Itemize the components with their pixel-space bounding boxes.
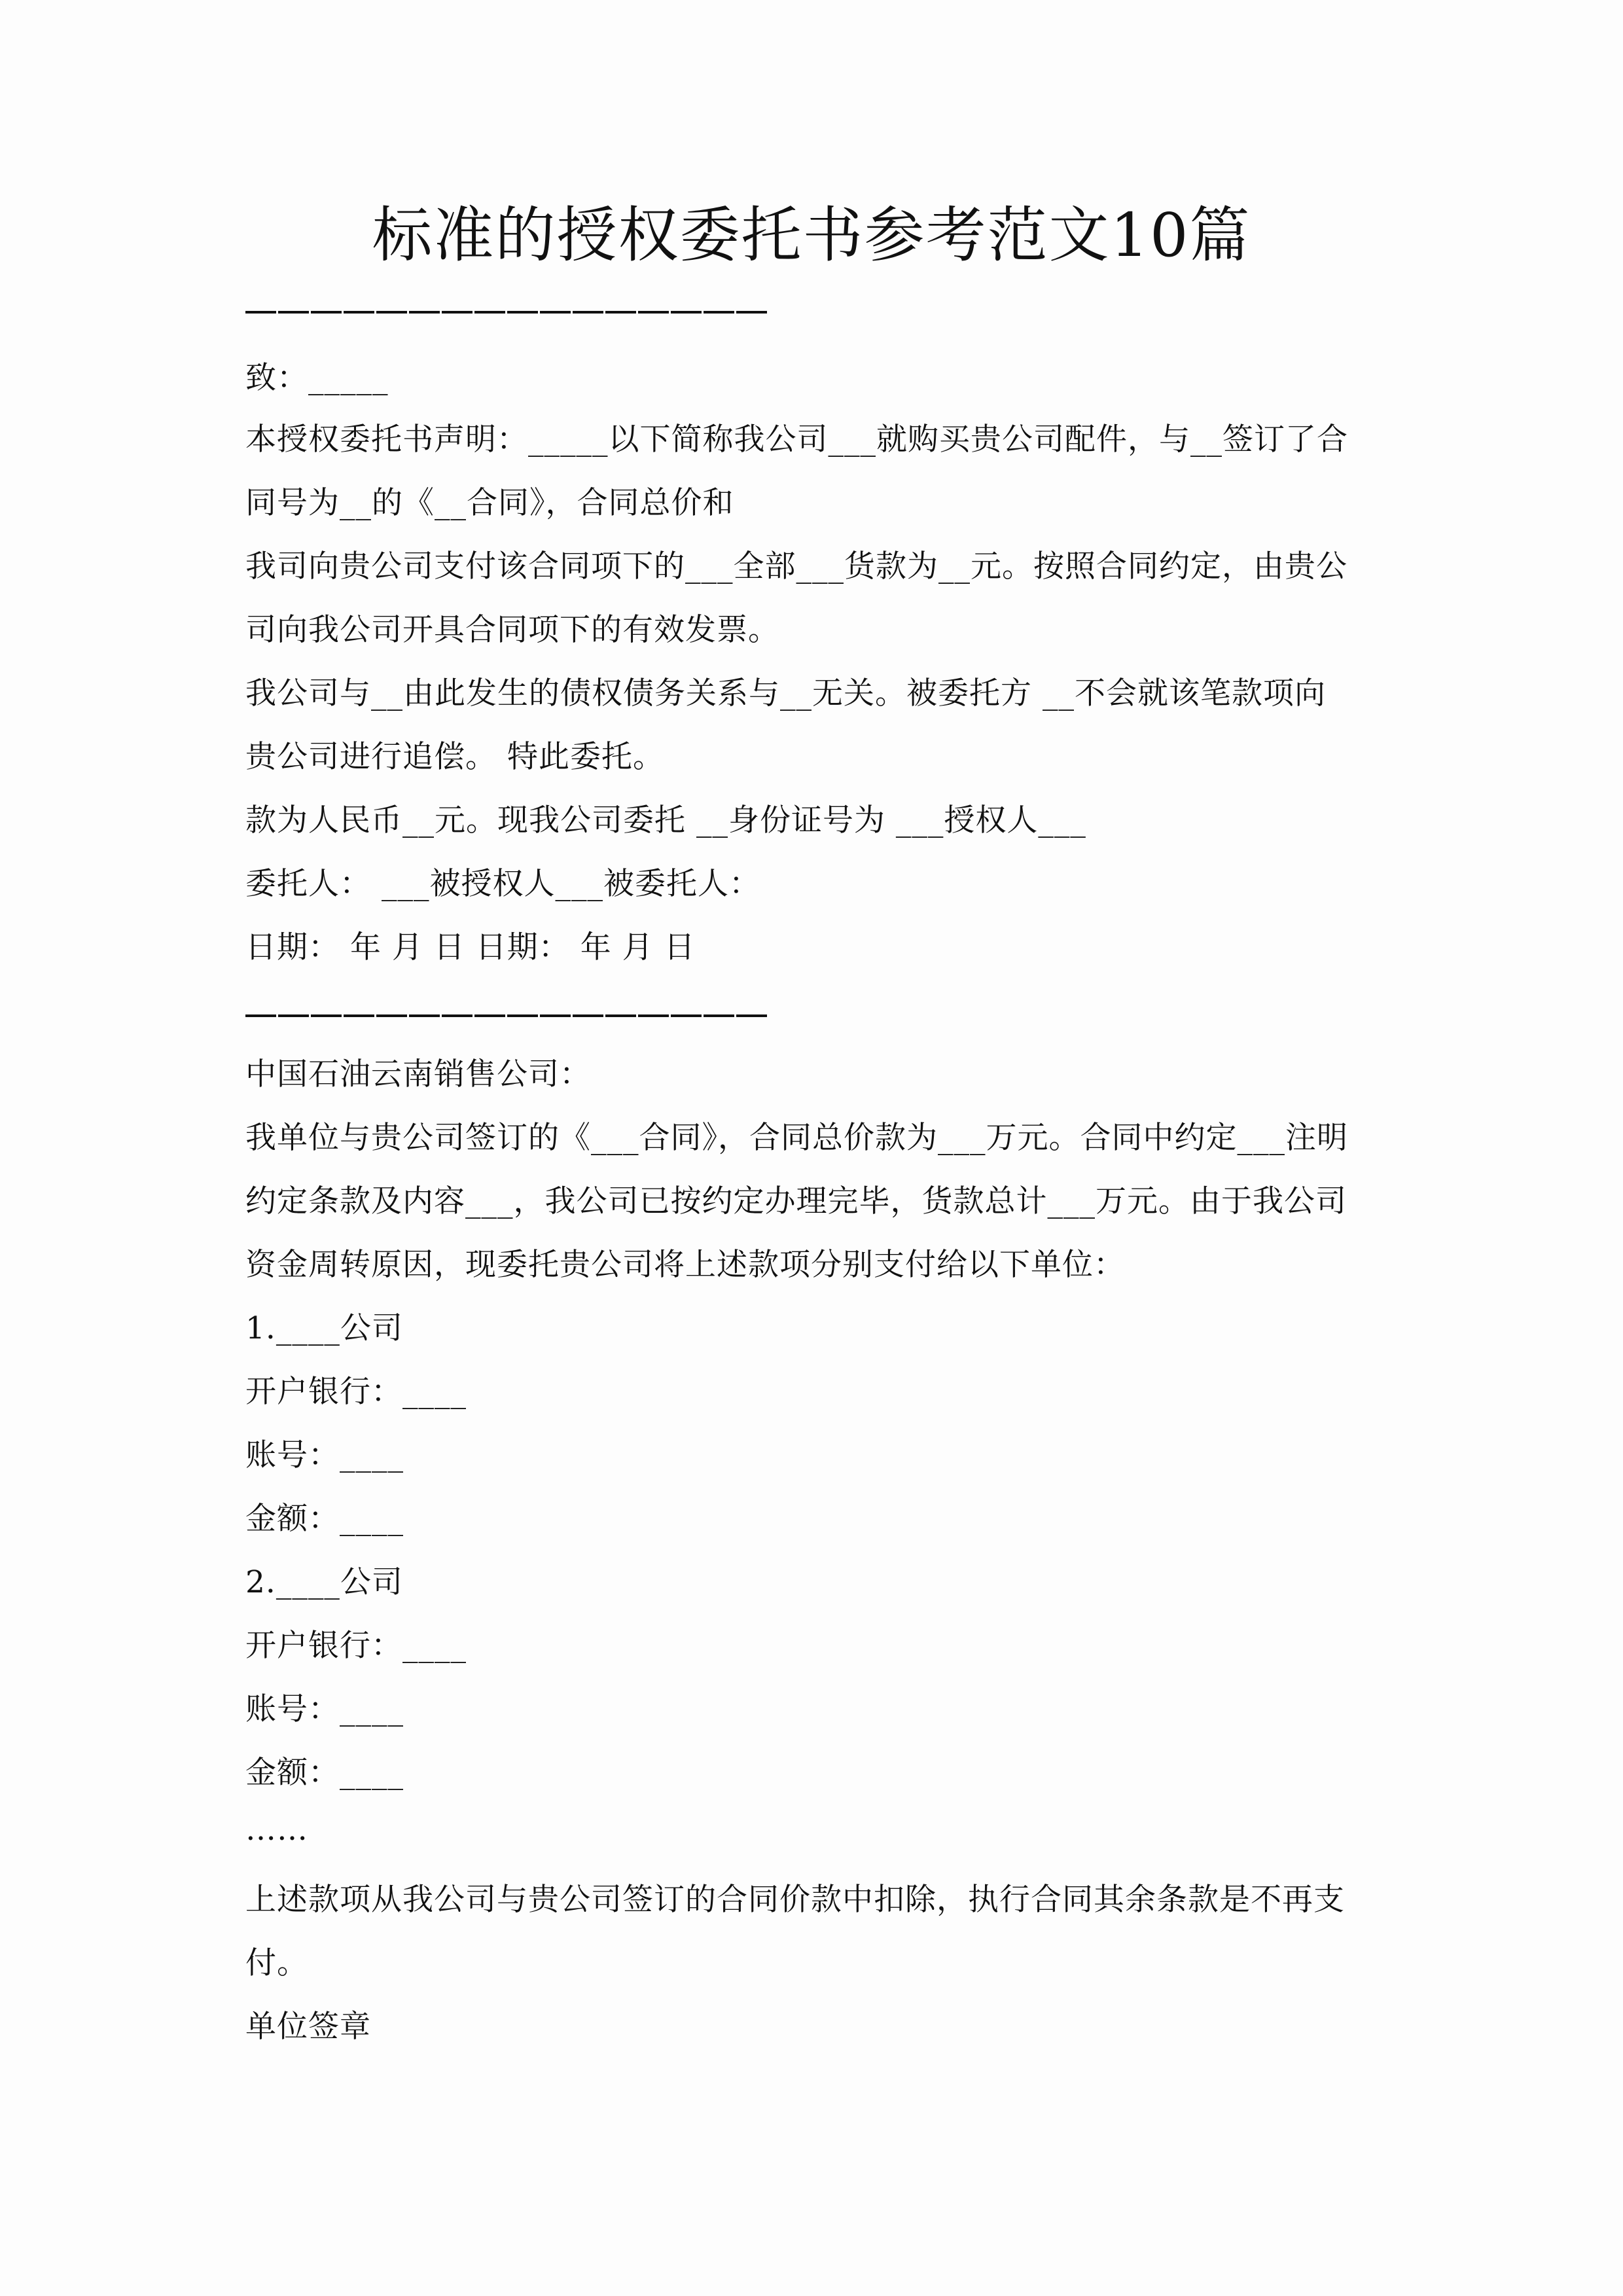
paragraph-line: 我单位与贵公司签订的《___合同》，合同总价款为___万元。合同中约定___注明 — [245, 1120, 1348, 1156]
document-title: 标准的授权委托书参考范文10篇 — [372, 200, 1251, 270]
ellipsis: …… — [245, 1812, 308, 1848]
payee-account: 账号：____ — [245, 1437, 404, 1473]
salutation: 致：_____ — [245, 360, 389, 396]
paragraph-line: 同号为__的《__合同》，合同总价和 — [245, 485, 734, 521]
payee-amount: 金额：____ — [245, 1501, 404, 1537]
signature-label: 单位签章 — [245, 2009, 371, 2045]
paragraph-line: 司向我公司开具合同项下的有效发票。 — [245, 612, 779, 648]
closing-line: 付。 — [245, 1945, 308, 1981]
separator-line — [245, 1014, 769, 1017]
paragraph-line: 资金周转原因，现委托贵公司将上述款项分别支付给以下单位： — [245, 1247, 1125, 1283]
paragraph-line: 贵公司进行追偿。 特此委托。 — [245, 739, 664, 775]
paragraph-line: 款为人民币__元。现我公司委托 __身份证号为 ___授权人___ — [245, 802, 1086, 838]
paragraph-line: 约定条款及内容___，我公司已按约定办理完毕，货款总计___万元。由于我公司 — [245, 1183, 1347, 1219]
date-line: 日期： 年 月 日 日期： 年 月 日 — [245, 929, 696, 965]
payee-amount: 金额：____ — [245, 1755, 404, 1791]
payee-bank: 开户银行：____ — [245, 1374, 467, 1410]
salutation: 中国石油云南销售公司： — [245, 1056, 591, 1092]
paragraph-line: 本授权委托书声明：_____以下简称我公司___就购买贵公司配件，与__签订了合 — [245, 422, 1348, 457]
payee-company: 2.____公司 — [245, 1564, 403, 1600]
paragraph-line: 我公司与__由此发生的债权债务关系与__无关。被委托方 __不会就该笔款项向 — [245, 675, 1326, 711]
paragraph-line: 我司向贵公司支付该合同项下的___全部___货款为__元。按照合同约定，由贵公 — [245, 548, 1347, 584]
signatory-line: 委托人： ___被授权人___被委托人： — [245, 866, 760, 902]
closing-line: 上述款项从我公司与贵公司签订的合同价款中扣除，执行合同其余条款是不再支 — [245, 1882, 1345, 1918]
payee-company: 1.____公司 — [245, 1310, 403, 1346]
payee-account: 账号：____ — [245, 1691, 404, 1727]
payee-bank: 开户银行：____ — [245, 1628, 467, 1664]
separator-line — [245, 311, 769, 314]
